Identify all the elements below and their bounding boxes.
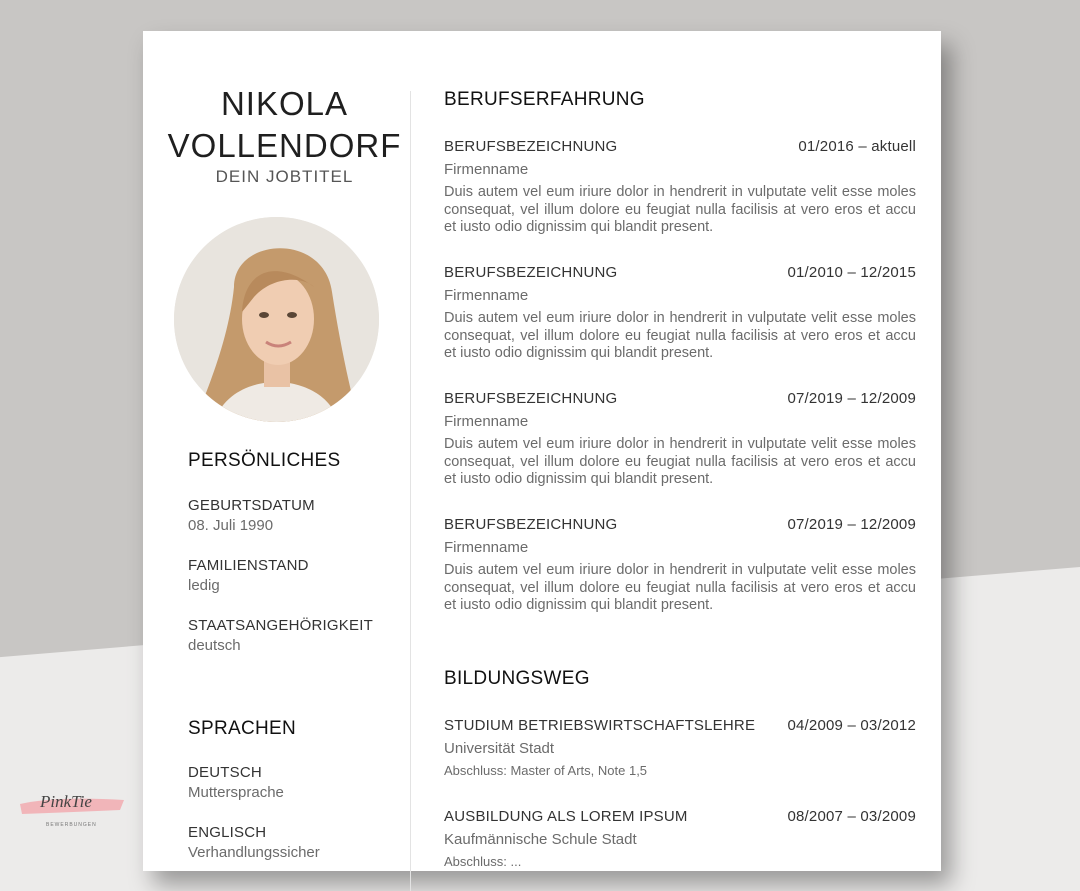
experience-heading: BERUFSERFAHRUNG [444,89,645,110]
job-1-description: Duis autem vel eum iriure dolor in hendrerit in vulputate velit esse moles consequat, vel illum dolore eu feugiat nulla facilisis at vero eros et accu et iusto odio dignissim qui blandit present. [444,184,916,235]
profile-photo [174,217,379,422]
nationality-label: STAATSANGEHÖRIGKEIT [188,617,373,634]
language-english-label: ENGLISCH [188,824,267,841]
language-english-value: Verhandlungssicher [188,844,320,861]
job-4-description: Duis autem vel eum iriure dolor in hendrerit in vulputate velit esse moles consequat, vel illum dolore eu feugiat nulla facilisis at vero eros et accu et iusto odio dignissim qui blandit present. [444,562,916,613]
job-1-date: 01/2016 – aktuell [798,138,916,155]
education-1-school: Universität Stadt [444,740,555,757]
job-3-title: BERUFSBEZEICHNUNG [444,390,618,407]
job-3-date: 07/2019 – 12/2009 [787,390,916,407]
marital-status-label: FAMILIENSTAND [188,557,309,574]
nationality-value: deutsch [188,637,241,654]
brand-logo [16,782,128,830]
education-2-title: AUSBILDUNG ALS LOREM IPSUM [444,808,688,825]
education-1-date: 04/2009 – 03/2012 [787,717,916,734]
brand-logo-mark [16,782,128,830]
job-4-title: BERUFSBEZEICHNUNG [444,516,618,533]
job-2-description: Duis autem vel eum iriure dolor in hendrerit in vulputate velit esse moles consequat, vel illum dolore eu feugiat nulla facilisis at vero eros et accu et iusto odio dignissim qui blandit present. [444,310,916,361]
column-divider [410,91,411,891]
last-name: VOLLENDORF [167,127,402,164]
education-2-school: Kaufmännische Schule Stadt [444,831,637,848]
language-german-value: Muttersprache [188,784,284,801]
job-4-company: Firmenname [444,539,529,556]
brand-logo-text: PinkTie [40,792,92,811]
job-2-date: 01/2010 – 12/2015 [787,264,916,281]
birthdate-label: GEBURTSDATUM [188,497,315,514]
personal-heading: PERSÖNLICHES [188,450,341,471]
education-heading: BILDUNGSWEG [444,668,590,689]
job-3-company: Firmenname [444,413,529,430]
job-2-company: Firmenname [444,287,529,304]
first-name: NIKOLA [220,85,349,122]
education-1-title: STUDIUM BETRIEBSWIRTSCHAFTSLEHRE [444,717,756,734]
education-1-note: Abschluss: Master of Arts, Note 1,5 [444,763,648,778]
brand-logo-sub: BEWERBUNGEN [46,822,97,828]
job-4-date: 07/2019 – 12/2009 [787,516,916,533]
portrait-illustration [174,217,379,422]
resume-page [143,31,941,871]
marital-status-value: ledig [188,577,220,594]
birthdate-value: 08. Juli 1990 [188,517,274,534]
job-1-company: Firmenname [444,161,529,178]
job-title: DEIN JOBTITEL [215,167,354,186]
education-2-date: 08/2007 – 03/2009 [787,808,916,825]
job-2-title: BERUFSBEZEICHNUNG [444,264,618,281]
education-2-note: Abschluss: ... [444,854,522,869]
job-1-title: BERUFSBEZEICHNUNG [444,138,618,155]
job-3-description: Duis autem vel eum iriure dolor in hendrerit in vulputate velit esse moles consequat, vel illum dolore eu feugiat nulla facilisis at vero eros et accu et iusto odio dignissim qui blandit present. [444,436,916,487]
languages-heading: SPRACHEN [188,718,296,739]
language-german-label: DEUTSCH [188,764,262,781]
